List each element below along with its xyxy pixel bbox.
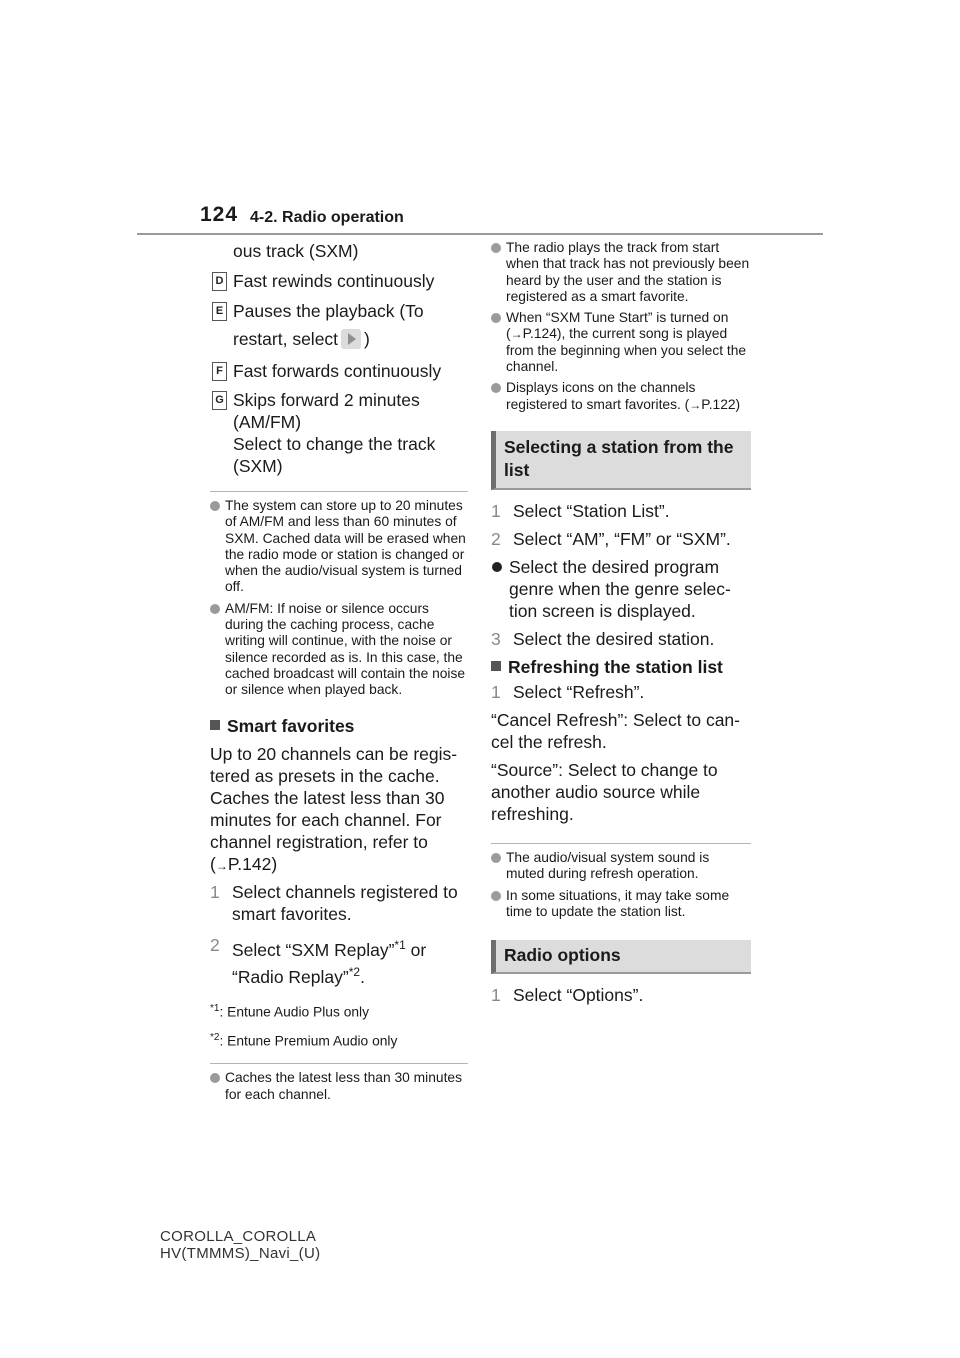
step-text: or “Radio Replay” [232, 939, 427, 988]
key-label-g: G [212, 391, 227, 410]
step-number: 1 [491, 985, 501, 1006]
footnote-mark: *1 [210, 1003, 220, 1015]
step-text: Select “Refresh”. [513, 681, 645, 702]
arrow-icon: → [510, 327, 523, 342]
key-text-f: Fast forwards continuously [233, 361, 442, 381]
cancel-refresh-text: “Cancel Refresh”: Select to cancel the refresh. [491, 709, 740, 752]
key-text-g-line1: Skips forward 2 minutes (AM/FM) [233, 390, 420, 432]
step-number: 1 [210, 881, 220, 902]
step-text: Select “Station List”. [513, 500, 670, 521]
note-radio-plays: The radio plays the track from start when that track has not previously been heard by the user and the station is registered as a smart favorite. [491, 240, 751, 305]
key-text-d: Fast rewinds continuously [233, 271, 435, 291]
note-divider [210, 491, 468, 492]
note-text: Displays icons on the channels registered to smart favorites. ( [506, 380, 696, 412]
page-reference[interactable]: P.124 [522, 326, 557, 342]
step-2 [210, 934, 468, 990]
footnote-mark: *2 [210, 1031, 220, 1043]
note-muted: The audio/visual system sound is muted during refresh operation. [491, 850, 751, 883]
key-text-g-line2: Select to change the track (SXM) [233, 434, 436, 476]
smart-favorites-heading-text: Smart favorites [227, 715, 355, 736]
note-cache-noise: AM/FM: If noise or silence occurs during the caching process, cache writing will continue, with the noise or silence recorded as is. In this case, the cached broadcast will contain the noise or silence when played back. [210, 601, 468, 699]
header-divider [137, 233, 823, 235]
intro-continuation: ous track (SXM) [233, 241, 359, 261]
step-text: . [360, 967, 365, 988]
left-column [210, 240, 468, 1108]
radio-options-heading: Radio options [491, 940, 751, 974]
key-text-e: Pauses the playback (To restart, select [233, 301, 424, 349]
key-item-e [210, 297, 468, 353]
footnote-1 [210, 1001, 468, 1021]
step-number: 1 [491, 500, 501, 521]
step-number: 2 [491, 528, 501, 549]
step-text: Select “SXM Replay” [232, 939, 395, 960]
refresh-heading [491, 656, 751, 678]
step-number: 1 [491, 681, 501, 702]
source-text: “Source”: Select to change to another audio source while refreshing. [491, 759, 718, 824]
step-text: Select “Options”. [513, 985, 644, 1006]
smart-favorites-heading [210, 715, 468, 737]
page-number: 124 [200, 203, 239, 226]
step-1 [210, 881, 468, 925]
arrow-icon: → [215, 858, 228, 873]
note-divider [491, 843, 751, 844]
step-1 [491, 500, 751, 522]
key-item-g [210, 389, 468, 477]
key-item-d [210, 270, 468, 292]
key-item-f [210, 360, 468, 382]
footnote-text: : Entune Premium Audio only [219, 1033, 398, 1049]
step-3 [491, 628, 751, 650]
key-label-f: F [212, 362, 227, 381]
step-text: Select channels registered to smart favorites. [232, 881, 458, 924]
refresh-heading-text: Refreshing the station list [508, 656, 723, 677]
step-number: 3 [491, 628, 501, 649]
note-text: ), the current song is played from the beginning when you select the channel. [506, 326, 747, 375]
note-divider [210, 1063, 468, 1064]
selecting-station-heading: Selecting a station from the list [491, 431, 751, 490]
key-text-e-end: ) [364, 329, 370, 349]
note-cache-storage: The system can store up to 20 minutes of AM/FM and less than 60 minutes of SXM. Cached data will be erased when the radio mode or station is changed or when the audio/visual system is turned off. [210, 498, 468, 596]
note-update-time: In some situations, it may take some time to update the station list. [491, 888, 751, 921]
step-2 [491, 528, 751, 550]
arrow-icon: → [689, 397, 702, 412]
step-number: 2 [210, 934, 220, 955]
note-text: When “SXM Tune Start” is turned on ( [506, 310, 729, 342]
footnote-mark: *1 [394, 937, 406, 952]
note-icons [491, 380, 751, 413]
step-text: Select the desired station. [513, 628, 715, 649]
note-caches-latest: Caches the latest less than 30 minutes for each channel. [210, 1070, 468, 1103]
page-reference[interactable]: P.142 [227, 853, 272, 874]
refresh-step-1 [491, 681, 751, 703]
note-tune-start [491, 310, 751, 375]
smart-favorites-body: Up to 20 channels can be registered as presets in the cache. Caches the latest less than 30 minutes for each channel. For channel registration, refer to (→P.142) [210, 743, 458, 874]
key-label-e: E [212, 302, 227, 321]
step-text: Select “AM”, “FM” or “SXM”. [513, 528, 731, 549]
note-text: ) [735, 396, 741, 412]
options-step-1 [491, 984, 751, 1006]
footer-line-1: COROLLA_COROLLA [160, 1228, 317, 1245]
footnote-mark: *2 [348, 965, 361, 980]
page-header [0, 0, 960, 240]
square-bullet-icon [491, 661, 501, 671]
page-footer [160, 1228, 320, 1262]
footnote-text: : Entune Audio Plus only [219, 1004, 370, 1020]
square-bullet-icon [210, 720, 220, 730]
section-title: 4-2. Radio operation [250, 209, 404, 226]
footer-line-2: HV(TMMMS)_Navi_(U) [160, 1245, 321, 1262]
smart-favorites-text: Up to 20 channels can be registered as presets in the cache. Caches the latest less than 30 minutes for each channel. For channel registration, refer to [210, 743, 458, 852]
key-label-d: D [212, 272, 227, 291]
footnote-2 [210, 1030, 468, 1050]
right-column [491, 240, 751, 1006]
genre-step: Select the desired program genre when the genre selection screen is displayed. [491, 556, 751, 622]
page-reference[interactable]: P.122 [701, 396, 736, 412]
play-icon [341, 329, 361, 349]
